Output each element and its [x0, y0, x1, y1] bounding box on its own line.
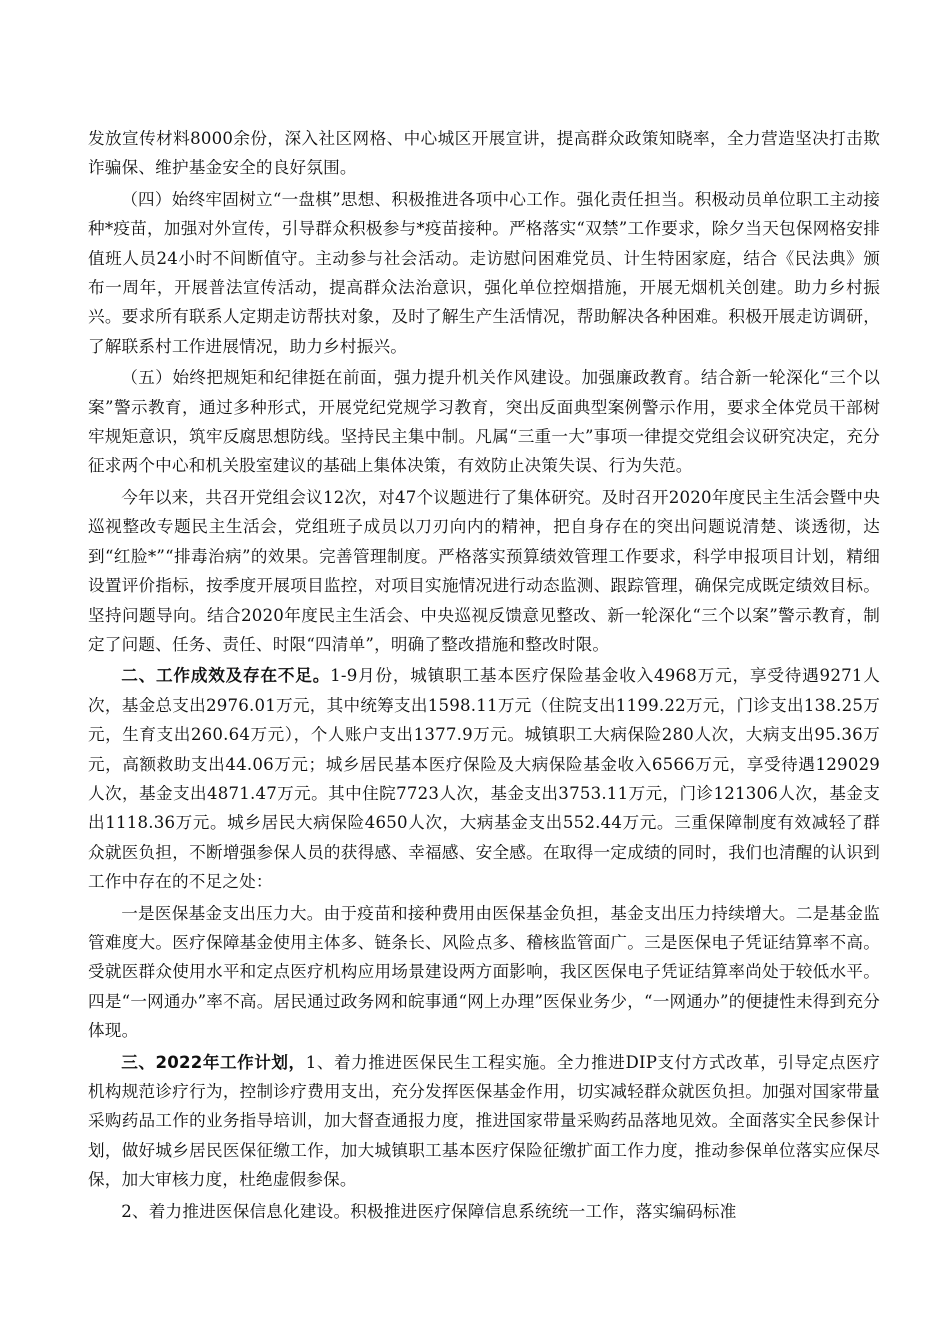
section-heading: 三、2022年工作计划， [121, 1052, 306, 1072]
paragraph-text: 2、着力推进医保信息化建设。积极推进医疗保障信息系统统一工作，落实编码标准 [121, 1201, 737, 1221]
paragraph-2 [88, 185, 880, 361]
document-page [88, 124, 880, 1228]
paragraph-text: 今年以来，共召开党组会议12次，对47个议题进行了集体研究。及时召开2020年度民主生活会暨中央巡视整改专题民主生活会，党组班子成员以刀刃向内的精神，把自身存在的突出问题说清楚、谈透彻，达到“红脸*”“排毒治病”的效果。完善管理制度。严格落实预算绩效管理工作要求，科学申报项目计划，精细设置评价指标，按季度开展项目监控，对项目实施情况进行动态监测、跟踪管理，确保完成既定绩效目标。坚持问题导向。结合2020年度民主生活会、中央巡视反馈意见整改、新一轮深化“三个以案”警示教育，制定了问题、任务、责任、时限“四清单”，明确了整改措施和整改时限。 [88, 487, 880, 654]
paragraph-6 [88, 899, 880, 1046]
paragraph-text: 1-9月份，城镇职工基本医疗保险基金收入4968万元，享受待遇9271人次，基金总支出2976.01万元，其中统筹支出1598.11万元（住院支出1199.22万元，门诊支出138.25万元，生育支出260.64万元），个人账户支出1377.9万元。城镇职工大病保险280人次，大病支出95.36万元，高额救助支出44.06万元；城乡居民基本医疗保险及大病保险基金收入6566万元，享受待遇129029人次，基金支出4871.47万元。其中住院7723人次，基金支出3753.11万元，门诊121306人次，基金支出1118.36万元。城乡居民大病保险4650人次，大病基金支出552.44万元。三重保障制度有效减轻了群众就医负担，不断增强参保人员的获得感、幸福感、安全感。在取得一定成绩的同时，我们也清醒的认识到工作中存在的不足之处： [88, 666, 880, 892]
paragraph-5 [88, 661, 880, 896]
paragraph-8 [88, 1197, 880, 1226]
paragraph-text: （五）始终把规矩和纪律挺在前面，强力提升机关作风建设。加强廉政教育。结合新一轮深化“三个以案”警示教育，通过多种形式，开展党纪党规学习教育，突出反面典型案例警示作用，要求全体党员干部树牢规矩意识，筑牢反腐思想防线。坚持民主集中制。凡属“三重一大”事项一律提交党组会议研究决定，充分征求两个中心和机关股室建议的基础上集体决策，有效防止决策失误、行为失范。 [88, 368, 880, 476]
paragraph-text: （四）始终牢固树立“一盘棋”思想、积极推进各项中心工作。强化责任担当。积极动员单位职工主动接种*疫苗，加强对外宣传，引导群众积极参与*疫苗接种。严格落实“双禁”工作要求，除夕当天包保网格安排值班人员24小时不间断值守。主动参与社会活动。走访慰问困难党员、计生特困家庭，结合《民法典》颁布一周年，开展普法宣传活动，提高群众法治意识，强化单位控烟措施，开展无烟机关创建。助力乡村振兴。要求所有联系人定期走访帮扶对象，及时了解生产生活情况，帮助解决各种困难。积极开展走访调研，了解联系村工作进展情况，助力乡村振兴。 [88, 189, 880, 356]
section-heading: 二、工作成效及存在不足。 [121, 666, 331, 686]
paragraph-7 [88, 1048, 880, 1195]
paragraph-3 [88, 363, 880, 481]
paragraph-text: 1、着力推进医保民生工程实施。全力推进DIP支付方式改革，引导定点医疗机构规范诊疗行为，控制诊疗费用支出，充分发挥医保基金作用，切实减轻群众就医负担。加强对国家带量采购药品工作的业务指导培训，加大督查通报力度，推进国家带量采购药品落地见效。全面落实全民参保计划，做好城乡居民医保征缴工作，加大城镇职工基本医疗保险征缴扩面工作力度，推动参保单位落实应保尽保，加大审核力度，杜绝虚假参保。 [88, 1052, 880, 1190]
paragraph-text: 发放宣传材料8000余份，深入社区网格、中心城区开展宣讲，提高群众政策知晓率，全力营造坚决打击欺诈骗保、维护基金安全的良好氛围。 [88, 129, 880, 178]
paragraph-4 [88, 483, 880, 659]
paragraph-text: 一是医保基金支出压力大。由于疫苗和接种费用由医保基金负担，基金支出压力持续增大。二是基金监管难度大。医疗保障基金使用主体多、链条长、风险点多、稽核监管面广。三是医保电子凭证结算率不高。受就医群众使用水平和定点医疗机构应用场景建设两方面影响，我区医保电子凭证结算率尚处于较低水平。四是“一网通办”率不高。居民通过政务网和皖事通“网上办理”医保业务少，“一网通办”的便捷性未得到充分体现。 [88, 903, 880, 1041]
paragraph-1 [88, 124, 880, 183]
